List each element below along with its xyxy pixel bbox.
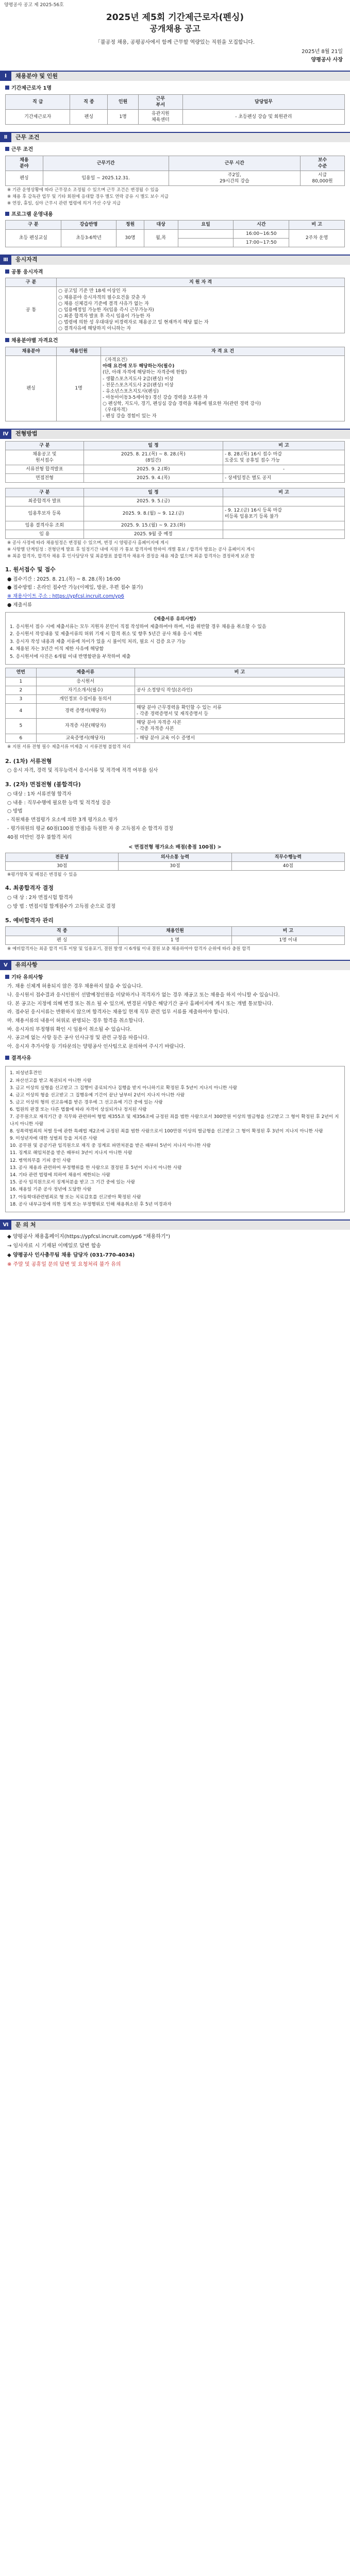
section-number: Ⅱ [0, 133, 11, 142]
note: ※ 연장, 휴일, 심야 근무시 관련 법령에 의거 가산 수당 지급 [7, 201, 121, 207]
note: ※ 최종 합격자, 합격자 채용 후 인사담당자 및 최종발표 불합격자 채용자 결정을 채용 제출 없으며 최종 합격자는 결정하게 보관 함 [7, 553, 255, 559]
table-cell: - 8. 28.(목) 16시 접수 마감 도중도 및 공휴일 접수 가능 [223, 450, 344, 465]
table-cell: 펜싱 [6, 356, 57, 421]
table-header: 비 고 [231, 927, 344, 936]
section-title: 문 의 처 [15, 1221, 36, 1228]
table-cell: - 초등펜싱 강습 및 회원관리 [182, 109, 344, 124]
table-cell [178, 229, 234, 238]
recruitment-table [5, 94, 345, 125]
list-item: 3. 금고 이상의 실형을 선고받고 그 집행이 종료되거나 집행을 받지 아니하기로 확정된 후 5년이 지나지 아니한 사람 [10, 1085, 238, 1091]
list-item: ○ 채용 신체검사 기준에 결격 사유가 없는 자 [58, 301, 149, 307]
list-item: 15. 공사 임직원으로서 징계처분을 받고 그 기간 중에 있는 사람 [10, 1180, 136, 1185]
list-item: 《우대자격》 [103, 408, 130, 413]
table-header: 전문성 [6, 853, 119, 862]
section-title: 전형방법 [15, 430, 38, 437]
subsection-title: 프로그램 운영내용 [5, 211, 350, 218]
table-cell: 2주차 운영 [289, 229, 345, 247]
contact-warning: ※ 주말 및 공휴일 문의 답변 및 요청처리 불가 유의 [7, 1261, 121, 1267]
precaution-list [7, 983, 343, 1051]
table-cell: 월,목 [144, 229, 178, 247]
table-cell: 30점 [119, 862, 231, 871]
program-table [5, 220, 345, 247]
table-cell: 1명 이내 [231, 936, 344, 944]
table-header: 담당업무 [182, 94, 344, 109]
table-cell: 경력 증명서(해당자) [36, 704, 135, 719]
table-cell: 1 [6, 677, 37, 686]
section-number: Ⅴ [0, 961, 11, 970]
table-cell [135, 677, 344, 686]
table-cell: 16:00~16:50 [234, 229, 289, 238]
schedule-table-2 [5, 488, 345, 539]
list-item [7, 593, 343, 601]
list-item: 다. 본 공고는 지정에 의해 변경 또는 취소 될 수 있으며, 변경된 사항은 해당기간 공사 홈페이지에 게시 또는 개별 통보합니다. [7, 1001, 274, 1007]
table-header: 직 종 [6, 927, 119, 936]
table-cell: 면접전형 [6, 474, 84, 483]
table-cell: 해당 분야 근무경력을 확인할 수 있는 서류 - 각종 경력증명서 및 재직증명서 등 [135, 704, 344, 719]
schedule-table-1 [5, 441, 345, 483]
subsection-title: 결격사유 [5, 1055, 350, 1062]
table-cell: 임 용 [6, 530, 84, 538]
table-header: 구 분 [6, 488, 84, 497]
list-item: 11. 징계로 해임처분을 받은 때부터 3년이 지나지 아니한 사람 [10, 1150, 132, 1156]
list-item: (단, 아래 자격에 해당하는 자격증에 한함) [103, 370, 187, 376]
list-item: ○ 대상 : 1차 서류전형 합격자 [7, 791, 72, 798]
table-header: 인원 [108, 94, 139, 109]
table-cell: 펜싱 [70, 109, 108, 124]
application-title: 1. 원서접수 및 접수 [5, 566, 56, 573]
page-title: 2025년 제5회 기간제근로자(펜싱) [106, 12, 244, 23]
table-header: 연번 [6, 668, 37, 677]
notice-date: 2025년 8월 21일 [302, 49, 343, 55]
table-cell: 펜 싱 [6, 936, 119, 944]
list-item: 16. 채용일 기준 공사 정년에 도달한 사람 [10, 1187, 92, 1193]
table-cell: 1명 [108, 109, 139, 124]
table-cell: 임용 결격사유 조회 [6, 521, 84, 530]
table-cell: 6 [6, 734, 37, 742]
list-item: 2. 파산선고를 받고 복권되지 아니한 사람 [10, 1078, 92, 1083]
evaluation-title: < 면접전형 평가요소 배점(총점 100점) > [128, 844, 222, 851]
table-header: 채용인원 [57, 347, 101, 355]
reserve-note: ※ 예비합격자는 최종 합격 이후 이탈 및 임용포기, 결원 발생 시 6개월 이내 결원 보충 채용하여야 합격자 순위에 따라 충원 합격 [7, 946, 251, 952]
list-item: ○ 방 법 : 면접시험 합계점수가 고득점 순으로 결정 [7, 903, 116, 909]
table-header: 채용인원 [119, 927, 231, 936]
table-cell: 초등3-6학년 [61, 229, 116, 247]
common-qualifications-table [5, 278, 345, 333]
table-header: 근무 부서 [138, 94, 182, 109]
table-cell: 펜싱 [6, 171, 43, 185]
list-item: ○ 응시 자격, 경력 및 직무능력서 응시서류 및 적격에 적격 여부를 심사 [7, 768, 158, 774]
note: 2. 응시원서 작성내용 및 제출서류의 허위 기재 시 합격 취소 및 향후 5년간 공사 채용 응시 제한 [10, 632, 203, 637]
list-item: ○ 채용분야 응시자격의 필수요건을 갖춘 자 [58, 295, 146, 300]
table-cell: 30점 [6, 862, 119, 871]
table-header: 일 정 [84, 441, 223, 450]
disqualification-box [5, 1066, 345, 1212]
table-header: 근무 시간 [169, 156, 300, 171]
intro-text: 「불공정 채용, 공평공사에서 함께 근무할 역량있는 직원을 모집합니다. [95, 40, 255, 46]
table-cell [223, 530, 344, 538]
evaluation-table [5, 853, 345, 871]
note: 4. 채용된 자는 3년간 이직 제한 사유에 해당함 [10, 647, 104, 652]
section-precautions [0, 960, 350, 970]
table-cell: 임용후보자 등록 [6, 506, 84, 521]
docs-footnote: ※ 지원 서류 전형 필수 제출서류 미제출 시 서류전형 불합격 처리 [7, 744, 131, 750]
final-pass-title: 4. 최종합격자 결정 [5, 885, 54, 892]
table-header: 강습반명 [61, 221, 116, 229]
table-header: 비 고 [289, 221, 345, 229]
table-cell: 최종합격자 발표 [6, 497, 84, 506]
list-item: ○ 임용예정일 가능한 자(임용 즉시 근무가능자) [58, 307, 154, 313]
list-item: 나. 응시원서 접수결과 응시인원이 선발예정인원을 미달하거나 적격자가 없는 경우 재공고 또는 채용을 하지 아니할 수 있습니다. [7, 992, 280, 998]
table-cell: 임용일 ~ 2025.12.31. [43, 171, 169, 185]
section-recruitment-field [0, 71, 350, 81]
section-number: Ⅵ [0, 1221, 11, 1230]
table-header: 직 종 [70, 94, 108, 109]
table-header: 보수 수준 [301, 156, 345, 171]
list-item: 12. 병역의무를 기피 중인 사람 [10, 1158, 71, 1163]
table-header: 제출서류 [36, 668, 135, 677]
section-title: 유의사항 [15, 961, 38, 969]
list-item: 가. 채용 신체계 허용되지 않은 경우 채용하지 않을 수 있습니다. [7, 984, 143, 990]
contact-note: → 임사자료 시 기재된 이메일로 답변 합송 [7, 1243, 102, 1249]
list-item: ○ 법령에 의한 성 우대대상 비경력자로 채용공고 일 현재까지 해당 없는 자 [58, 320, 209, 326]
table-cell: 응시원서 [36, 677, 135, 686]
table-cell: 공 통 [6, 287, 57, 333]
table-header: 구 분 [6, 221, 61, 229]
list-item: ○ 펜싱학, 지도사, 경기, 펜싱심 강습 경력을 채용에 필요한 자(관련 경력 강사) [103, 401, 261, 407]
table-header: 구 분 [6, 278, 57, 287]
list-item: ○ 결격사유에 해당하지 아니하는 자 [58, 326, 131, 332]
table-header: 자 격 요 건 [101, 347, 345, 355]
list-item: ● 제출서류 [7, 602, 32, 608]
table-cell: 4 [6, 704, 37, 719]
table-cell: 채용공고 및 원서접수 [6, 450, 84, 465]
table-cell [135, 694, 344, 703]
subsection-title: 근무 조건 [5, 146, 350, 154]
table-cell: - 상세일정은 별도 공지 [223, 474, 344, 483]
table-cell: 2025. 9. 5.(금) [84, 497, 223, 506]
list-item: - 펜싱 강습 경험이 있는 자 [103, 414, 157, 419]
section-title: 응시자격 [15, 256, 38, 263]
document-screening-title: 2. (1차) 서류전형 [5, 757, 52, 765]
list-item: 사. 공고에 없는 사항 등은 공사 인사규정 및 관련 규정을 따릅니다. [7, 1035, 149, 1041]
list-item: 13. 공사 채용과 관련하여 부정행위를 한 사람으로 결정된 후 5년이 지나지 아니한 사람 [10, 1165, 182, 1171]
list-item: 1. 피성년후견인 [10, 1071, 42, 1076]
list-item: ○ 대 상 : 2차 면접시험 합격자 [7, 895, 73, 901]
table-header: 대상 [144, 221, 178, 229]
evaluation-note: ※평가항목 및 배점은 변경될 수 있음 [7, 872, 77, 878]
table-cell: - 해당 분야 교육 이수 증명서 [135, 734, 344, 742]
section-number: Ⅰ [0, 72, 11, 81]
list-item: 7. 공무원으로 재직기간 중 직무와 관련하여 형법 제355조 및 제356조에 규정된 죄를 범한 사람으로서 300만원 이상의 벌금형을 선고받고 그 형이 확정된 후 2년이 지나지 아니한 사람 [10, 1114, 339, 1127]
table-cell: 해당 분야 자격증 사본 - 각종 자격증 사본 [135, 719, 344, 734]
requirement-list [101, 356, 345, 421]
reserve-title: 5. 예비합격자 관리 [5, 917, 54, 924]
list-item: ○ 내용 : 직무수행에 필요한 능력 및 적격성 검증 [7, 800, 111, 806]
table-header: 비 고 [223, 441, 344, 450]
list-item: 10. 공무원 및 공공기관 임직원으로 재직 중 징계로 파면처분을 받은 때부터 5년이 지나지 아니한 사람 [10, 1143, 211, 1149]
notes [7, 188, 343, 207]
list-item: - 아동아이동3-5세아동) 경신 강습 경력을 보유한 자 [103, 395, 208, 400]
documents-table [5, 668, 345, 742]
list-item: 18. 공사 내부규정에 의한 징계 또는 부정행위로 인해 채용취소된 후 5년 미경과자 [10, 1201, 172, 1207]
table-cell: 2025. 8. 21.(목) ~ 8. 28.(목) (8일간) [84, 450, 223, 465]
section-qualifications [0, 255, 350, 265]
note: ※ 채용 후 감독관 업무 및 기타 회원에 응대할 경우 별도 연락 공유 시 별도 보수 지급 [7, 194, 169, 200]
table-cell: 5 [6, 719, 37, 734]
table-cell: 30명 [116, 229, 144, 247]
table-cell [178, 238, 234, 247]
table-cell: 1명 [57, 356, 101, 421]
recruit-site-link[interactable]: ※ 채용사이트 주소 : https://ypfcsl.incruit.com/yp6 [7, 594, 124, 600]
contact-list [7, 1233, 343, 1269]
page-subtitle: 공개채용 공고 [149, 23, 201, 33]
final-pass-steps [7, 894, 343, 910]
list-item: - 직원채용 면접평가 요소에 의한 3개 평가요소 평가 [7, 817, 118, 823]
notice-signer: 양평공사 사장 [311, 57, 343, 63]
list-item: 17. 아동학대관련범죄로 형 또는 치료감호를 선고받아 확정된 사람 [10, 1194, 141, 1200]
table-cell: 유관지원 체육센터 [138, 109, 182, 124]
notes [7, 540, 343, 560]
section-selection-method [0, 429, 350, 439]
note: ※ 기관 운영상황에 따라 근무장소 조정될 수 있으며 근무 조건은 변경될 수 있음 [7, 188, 159, 193]
note: 5. 응시원서에 사진은 6개월 이내 반명함판을 부착하여 제출 [10, 654, 131, 659]
section-title: 채용분야 및 인원 [15, 72, 58, 79]
list-item: ○ 최종 합격자 발표 후 즉시 임용이 가능한 자 [58, 314, 151, 319]
section-title: 근무 조건 [15, 133, 40, 141]
list-item: 40점 미만인 경우 불합격 처리 [7, 834, 72, 840]
table-cell: 주2일, 29시간의 강습 [169, 171, 300, 185]
contact-phone: ◆ 양평공사 인사총무팀 채용 담당자 (031-770-4034) [7, 1252, 135, 1258]
table-cell: 자격증 사본(해당자) [36, 719, 135, 734]
list-item: ○ 방법 [7, 808, 23, 815]
list-item: 마. 채용서류의 내용이 허위로 판명되는 경우 합격을 취소합니다. [7, 1018, 144, 1024]
subsection-title: 기간제근로자 1명 [5, 85, 350, 92]
interview-steps [7, 791, 343, 841]
list-item: 아래 요건에 모두 해당하는자(필수) [103, 364, 175, 369]
table-header: 의사소통 능력 [119, 853, 231, 862]
list-item: 라. 접수된 응시서류는 반환하지 않으며 합격자는 채용일 현재 직무 관련 업무 서류를 제출하여야 합니다. [7, 1009, 229, 1015]
notice-number: 양평공사 공고 제 2025-56호 [4, 3, 64, 8]
table-header: 직 급 [6, 94, 70, 109]
table-cell: 개인정보 수집이용 동의서 [36, 694, 135, 703]
work-conditions-table [5, 156, 345, 187]
qualification-list [57, 287, 345, 333]
list-item: - 평가위원의 평균 60점(100점 만점)을 득점한 자 중 고득점자 순 합격자 결정 [7, 825, 174, 832]
reserve-table [5, 926, 345, 944]
table-cell: 초등 펜싱교실 [6, 229, 61, 247]
note: ※ 사항별 단계일정 : 전형단계 발표 후 일정기간 내에 지원 가 통보 합격자에 한하여 개별 통보 / 합격자 발표는 공사 홈페이지 게시 [7, 547, 255, 552]
docs-notice-box [5, 612, 345, 665]
table-cell: 3 [6, 694, 37, 703]
table-cell: 1 명 [119, 936, 231, 944]
table-cell: 2025. 9. 4.(목) [84, 474, 223, 483]
docs-heading: 《제출서류 유의사항》 [152, 617, 198, 622]
table-cell: 시급 80,000원 [301, 171, 345, 185]
table-cell: 기간제근로자 [6, 109, 70, 124]
note: 3. 응시자 작성 내용과 제출 서류에 차이가 있을 시 불이익 처리, 필요 시 검증 요구 가능 [10, 639, 186, 645]
list-item: ● 접수기간 : 2025. 8. 21.(목) ~ 8. 28.(목) 16:00 [7, 576, 121, 582]
table-cell: 서류전형 합격발표 [6, 465, 84, 473]
contact-site[interactable]: ◆ 양평공사 채용홈페이지(https://ypfcsl.incruit.com/yp6 "채용하기") [7, 1233, 171, 1240]
list-item: 6. 법원의 판결 또는 다른 법률에 따라 자격이 상실되거나 정지된 사람 [10, 1107, 147, 1113]
list-item: 9. 미성년자에 대한 성범죄 등을 저지른 사람 [10, 1136, 97, 1142]
table-header: 비 고 [223, 488, 344, 497]
table-cell: - [223, 465, 344, 473]
table-header: 지 원 자 격 [57, 278, 345, 287]
table-cell: 40점 [231, 862, 344, 871]
list-item: ○ 공고일 기준 만 18세 이상인 자 [58, 289, 127, 294]
table-cell: 2025. 9월 중 예정 [84, 530, 223, 538]
table-cell: 17:00~17:50 [234, 238, 289, 247]
list-item: 14. 기타 관련 법령에 의하여 채용이 제한되는 사람 [10, 1172, 111, 1178]
table-header: 일 정 [84, 488, 223, 497]
subsection-title: 공통 응시자격 [5, 269, 350, 276]
list-item: 4. 금고 이상의 형을 선고받고 그 집행유예 기간이 끝난 날부터 2년이 지나지 아니한 사람 [10, 1092, 185, 1098]
table-header: 정원 [116, 221, 144, 229]
note: ※ 공사 사정에 따라 채용일정은 변경될 수 있으며, 변경 시 양평공사 홈페이지에 게시 [7, 540, 169, 546]
list-item: - 전문스포츠지도사 2급(펜싱) 이상 [103, 382, 174, 388]
section-contact [0, 1219, 350, 1230]
list-item: 바. 응시자의 부정행위 확인 시 임용이 취소될 수 있습니다. [7, 1026, 132, 1032]
table-cell [223, 521, 344, 530]
table-cell: 2025. 9. 2.(화) [84, 465, 223, 473]
list-item: 《자격요건》 [103, 358, 130, 363]
list-item: 8. 성폭력범죄의 처벌 등에 관한 특례법 제2조에 규정된 죄를 범한 사람으로서 100만원 이상의 벌금형을 선고받고 그 형이 확정된 후 3년이 지나지 아니한 사람 [10, 1128, 323, 1134]
table-header: 구 분 [6, 441, 84, 450]
interview-title: 3. (2차) 면접전형 (불합격다) [5, 781, 81, 788]
subsection-title: 기타 유의사항 [5, 974, 350, 981]
list-item: - 생활스포츠지도사 2급(펜싱) 이상 [103, 376, 174, 382]
table-cell: 자기소개서(필수) [36, 686, 135, 694]
table-cell: 2025. 9. 15.(월) ~ 9. 23.(화) [84, 521, 223, 530]
table-cell [223, 497, 344, 506]
list-item: - 유소년스포츠지도사(펜싱) [103, 388, 159, 394]
table-header: 직무수행능력 [231, 853, 344, 862]
list-item: 아. 응시자 추가사항 등 기타문의는 양평공사 인사팀으로 문의하여 주시기 바랍니다. [7, 1044, 186, 1050]
list-item: 5. 금고 이상의 형의 선고유예를 받은 경우에 그 선고유예 기간 중에 있는 사람 [10, 1100, 163, 1106]
section-work-conditions [0, 132, 350, 142]
table-cell: 공사 소정양식 작성(온라인) [135, 686, 344, 694]
table-cell: 교육증명서(해당자) [36, 734, 135, 742]
subsection-title: 채용분야별 자격요건 [5, 337, 350, 345]
table-header: 시간 [234, 221, 289, 229]
table-cell: 2025. 9. 8.(월) ~ 9. 12.(금) [84, 506, 223, 521]
table-header: 근무기간 [43, 156, 169, 171]
field-qualifications-table [5, 347, 345, 421]
list-item: ● 접수방법 : 온라인 접수만 가능(이메일, 방문, 우편 접수 불가) [7, 585, 143, 591]
section-number: Ⅳ [0, 430, 11, 439]
table-cell: - 9. 12.(금) 16시 등록 마감 미등록 임용포기 등록 불가 [223, 506, 344, 521]
table-cell: 2 [6, 686, 37, 694]
table-header: 요일 [178, 221, 234, 229]
table-header: 채용 분야 [6, 156, 43, 171]
table-header: 채용분야 [6, 347, 57, 355]
application-steps [7, 576, 343, 609]
note: 1. 응시원서 접수 시에 제출서류는 모두 지원자 본인이 직접 작성하여 제출하여야 하며, 이를 위반할 경우 채용을 취소할 수 있음 [10, 624, 266, 630]
table-header: 비 고 [135, 668, 344, 677]
section-number: Ⅲ [0, 256, 11, 265]
